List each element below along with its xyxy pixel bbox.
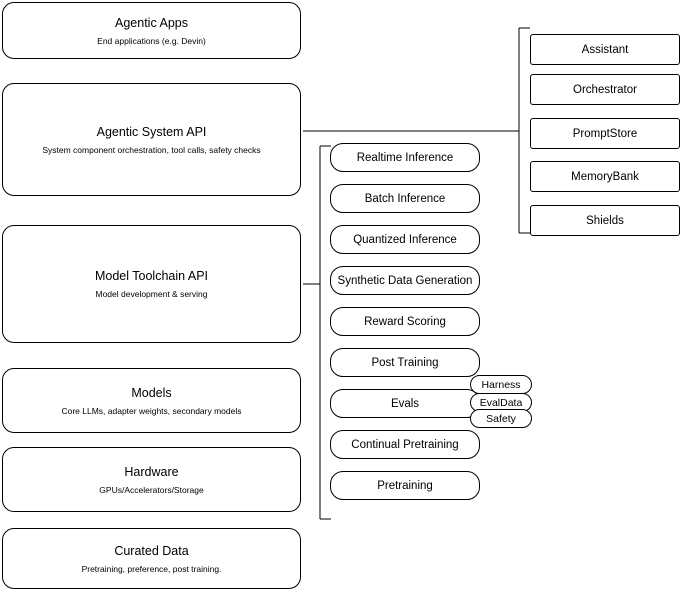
component-evals[interactable] xyxy=(330,389,480,418)
component-reward-scoring[interactable] xyxy=(330,307,480,336)
eval-pill-harness[interactable] xyxy=(470,375,532,394)
component-batch-inference[interactable] xyxy=(330,184,480,213)
component-assistant[interactable] xyxy=(530,34,680,65)
layer-agentic-apps[interactable] xyxy=(2,2,301,59)
component-memorybank[interactable] xyxy=(530,161,680,192)
layer-model-toolchain-api[interactable] xyxy=(2,225,301,343)
eval-pill-label: Harness xyxy=(481,378,521,391)
component-label: Shields xyxy=(586,214,624,227)
layer-subtitle: Pretraining, preference, post training. xyxy=(81,563,222,574)
component-orchestrator[interactable] xyxy=(530,74,680,105)
layer-subtitle: GPUs/Accelerators/Storage xyxy=(99,484,204,495)
component-synthetic-data-generation[interactable] xyxy=(330,266,480,295)
layer-title: Agentic System API xyxy=(96,124,207,139)
component-label: Continual Pretraining xyxy=(351,438,459,451)
eval-pill-safety[interactable] xyxy=(470,409,532,428)
eval-pill-label: Safety xyxy=(486,412,516,425)
component-realtime-inference[interactable] xyxy=(330,143,480,172)
component-promptstore[interactable] xyxy=(530,118,680,149)
component-shields[interactable] xyxy=(530,205,680,236)
layer-models[interactable] xyxy=(2,368,301,433)
eval-pill-label: EvalData xyxy=(479,396,523,409)
layer-title: Model Toolchain API xyxy=(94,269,209,283)
layer-title: Agentic Apps xyxy=(115,15,188,30)
component-pretraining[interactable] xyxy=(330,471,480,500)
layer-curated-data[interactable] xyxy=(2,528,301,589)
component-post-training[interactable] xyxy=(330,348,480,377)
component-quantized-inference[interactable] xyxy=(330,225,480,254)
layer-subtitle: Core LLMs, adapter weights, secondary models xyxy=(61,405,242,416)
layer-hardware[interactable] xyxy=(2,447,301,512)
component-label: Assistant xyxy=(581,43,629,56)
component-label: Synthetic Data Generation xyxy=(337,274,473,287)
component-label: Orchestrator xyxy=(573,83,637,96)
component-label: Quantized Inference xyxy=(353,233,457,246)
layer-subtitle: System component orchestration, tool calls, safety checks xyxy=(42,144,261,155)
layer-subtitle: Model development & serving xyxy=(95,289,208,299)
component-label: Realtime Inference xyxy=(356,151,454,164)
layer-subtitle: End applications (e.g. Devin) xyxy=(97,35,206,46)
component-continual-pretraining[interactable] xyxy=(330,430,480,459)
component-label: Post Training xyxy=(371,356,439,369)
component-label: Reward Scoring xyxy=(364,315,446,328)
component-label: MemoryBank xyxy=(571,170,639,183)
layer-title: Models xyxy=(131,385,172,400)
component-label: Evals xyxy=(390,397,420,410)
layer-title: Hardware xyxy=(124,464,179,479)
component-label: PromptStore xyxy=(572,127,638,140)
layer-title: Curated Data xyxy=(114,543,189,558)
component-label: Batch Inference xyxy=(364,192,446,205)
component-label: Pretraining xyxy=(377,479,433,492)
layer-agentic-system-api[interactable] xyxy=(2,83,301,196)
